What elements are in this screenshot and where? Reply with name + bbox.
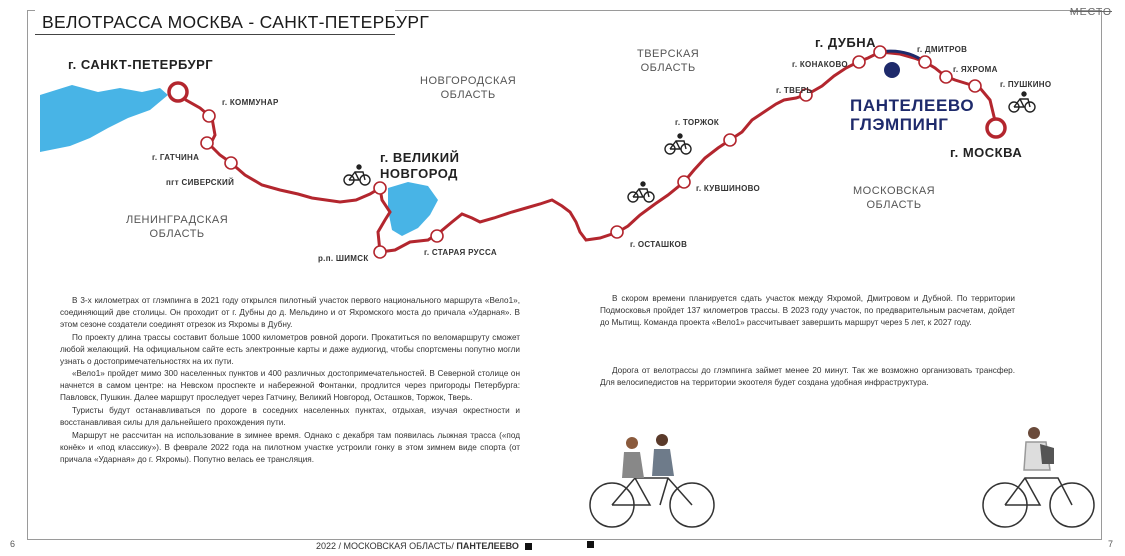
gulf-of-finland [40, 85, 168, 152]
left-paragraph: По проекту длина трассы составит больше 1000 километров ровной дороги. Прокатиться по веломаршруту сможет любой желающий. На официальном сайте есть электронные карты и даже аудиогид, чтобы спортсмены попутно могли узнать о достопримечательностях на их пути. [60, 332, 520, 366]
city-label-torzhok: г. ТОРЖОК [675, 118, 720, 127]
footer-caption [316, 541, 532, 551]
footer-square-icon [587, 541, 594, 548]
stop-siversky [225, 157, 237, 169]
city-label-yakhroma: г. ЯХРОМА [953, 65, 998, 74]
stop-novgorod [374, 182, 386, 194]
tandem-cyclists-illustration [590, 434, 714, 527]
left-text-column [60, 295, 520, 467]
cyclist-icon [665, 134, 691, 154]
stop-shimsk [374, 246, 386, 258]
region-novgorod: НОВГОРОДСКАЯ ОБЛАСТЬ [420, 75, 517, 101]
glamping-marker [884, 62, 900, 78]
left-paragraph: Маршрут не рассчитан на использование в зимнее время. Однако с декабря там появилась лыжная трасса («под конёк» и «под классику»). В феврале 2022 года на пилотном участке устроили гонку в этом зимнем виде спорта (от причала «Ударная» до г. Яхромы). Попутно велась ее трансляция. [60, 430, 520, 464]
stop-yakhroma [940, 71, 952, 83]
city-label-kuvshinovo: г. КУВШИНОВО [696, 184, 761, 193]
single-cyclist-illustration [983, 427, 1094, 527]
stop-gatchina [201, 137, 213, 149]
city-label-spb: г. САНКТ-ПЕТЕРБУРГ [68, 57, 214, 72]
region-moscow: МОСКОВСКАЯ ОБЛАСТЬ [853, 185, 936, 211]
stop-torzhok [724, 134, 736, 146]
city-label-gatchina: г. ГАТЧИНА [152, 153, 200, 162]
moscow-endpoint-marker [987, 119, 1005, 137]
page-number-left: 6 [10, 539, 16, 549]
stop-pushkino [969, 80, 981, 92]
right-paragraph: В скором времени планируется сдать участок между Яхромой, Дмитровом и Дубной. По территории Подмосковья пройдет 137 километров трассы. В 2023 году участок, по предварительным расчетам, дойдет до Мытищ. Команда проекта «Вело1» рассчитывает завершить маршрут через 5 лет, к 2027 году. [600, 294, 1015, 327]
city-label-shimsk: р.п. ШИМСК [318, 254, 369, 263]
cyclist-icon [344, 165, 370, 185]
city-label-moscow: г. МОСКВА [950, 145, 1023, 160]
footer-right-mark [587, 539, 594, 549]
left-paragraph: «Вело1» пройдет мимо 300 населенных пунктов и 400 различных достопримечательностей. В Северной столице он начнется в самом центре: на Невском проспекте и набережной Фонтанки, продлится через пригороды Петербурга: Павловск, Пушкин. Далее маршрут проследует через Гатчину, Великий Новгород, Осташков, Торжок, Тверь. [60, 369, 520, 403]
stop-ostashkov [611, 226, 623, 238]
city-label-konakovo: г. КОНАКОВО [792, 60, 848, 69]
stop-staraya-russa [431, 230, 443, 242]
city-label-pushkino: г. ПУШКИНО [1000, 80, 1052, 89]
left-paragraph: Туристы будут останавливаться по дороге в соседних населенных пунктах, отдыхая, изучая окрестности и восстанавливая силы для дальнейшего прохождения пути. [60, 406, 520, 428]
stop-konakovo [853, 56, 865, 68]
city-label-siversky: пгт СИВЕРСКИЙ [166, 178, 235, 187]
region-tver: ТВЕРСКАЯ ОБЛАСТЬ [637, 48, 700, 74]
region-leningrad: ЛЕНИНГРАДСКАЯ ОБЛАСТЬ [126, 214, 229, 240]
footer-square-icon [525, 543, 532, 550]
city-label-dmitrov: г. ДМИТРОВ [917, 45, 968, 54]
stop-kuvshinovo [678, 176, 690, 188]
stop-dmitrov [919, 56, 931, 68]
brand-logo: МЕСТО [1069, 6, 1112, 18]
left-paragraph: В 3-х километрах от глэмпинга в 2021 году открылся пилотный участок первого национального маршрута «Вело1», соединяющий две столицы. Он проходит от г. Дубны до д. Мельдино и от Яхромского моста до причала «Ударная». В этом сезоне создатели соединят отрезок из Яхромы в Дубну. [60, 296, 520, 329]
page-title: ВЕЛОТРАССА МОСКВА - САНКТ-ПЕТЕРБУРГ [42, 12, 430, 32]
footer-text: 2022 / МОСКОВСКАЯ ОБЛАСТЬ/ [316, 541, 454, 551]
city-label-tver: г. ТВЕРЬ [776, 86, 813, 95]
cyclist-icon [1009, 92, 1035, 112]
bike-route-line [178, 52, 996, 252]
stop-kommunar [203, 110, 215, 122]
city-label-staraya-russa: г. СТАРАЯ РУССА [424, 248, 497, 257]
cyclist-icon [628, 182, 654, 202]
page-number-right: 7 [1108, 539, 1114, 549]
city-label-novgorod: г. ВЕЛИКИЙ НОВГОРОД [380, 150, 460, 181]
spb-endpoint-marker [169, 83, 187, 101]
footer-brand: ПАНТЕЛЕЕВО [456, 541, 519, 551]
right-paragraph: Дорога от велотрассы до глэмпинга займет менее 20 минут. Так же возможно организовать трансфер. Для велосипедистов на территории экоотеля будет создана удобная инфраструктура. [600, 365, 1015, 387]
city-label-kommunar: г. КОММУНАР [222, 98, 279, 107]
lake-ilmen [388, 182, 438, 236]
right-text-column [600, 293, 1015, 390]
glamping-highlight-label: ПАНТЕЛЕЕВО ГЛЭМПИНГ [850, 96, 975, 134]
city-label-ostashkov: г. ОСТАШКОВ [630, 240, 688, 249]
city-label-dubna: г. ДУБНА [815, 35, 876, 50]
